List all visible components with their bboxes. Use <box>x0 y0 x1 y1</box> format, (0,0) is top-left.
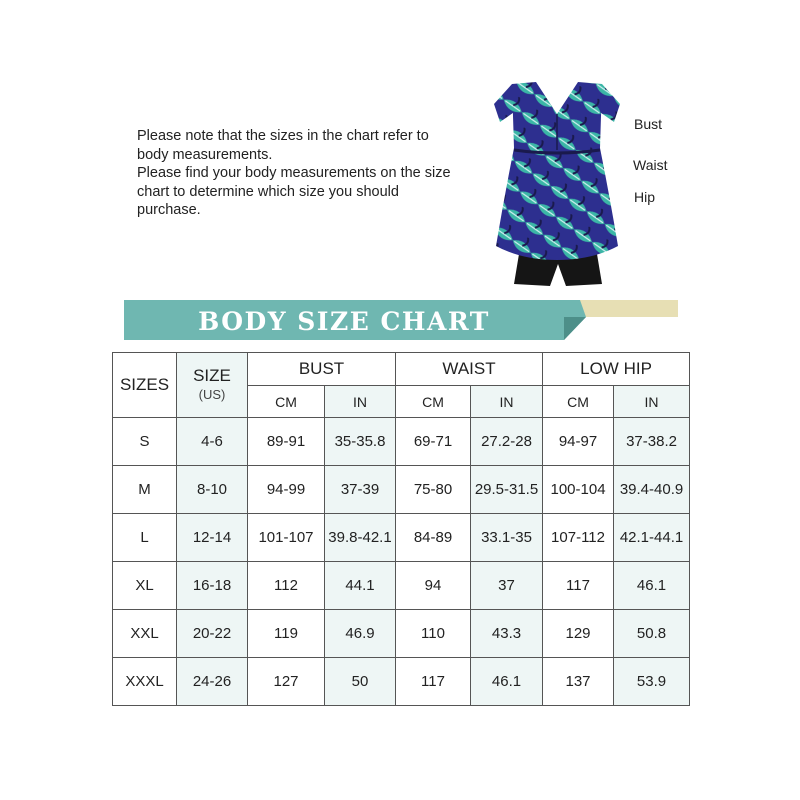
table-cell: 33.1-35 <box>471 514 543 562</box>
table-cell: 29.5-31.5 <box>471 466 543 514</box>
table-cell: 107-112 <box>543 514 614 562</box>
table-cell: 119 <box>248 610 325 658</box>
unit-header: CM <box>248 386 325 418</box>
table-cell: 46.9 <box>325 610 396 658</box>
table-row <box>113 418 690 466</box>
table-cell: 117 <box>543 562 614 610</box>
table-cell: 94-99 <box>248 466 325 514</box>
table-cell: 24-26 <box>177 658 248 706</box>
table-cell: 129 <box>543 610 614 658</box>
unit-header: IN <box>325 386 396 418</box>
size-chart-table <box>112 352 690 706</box>
table-cell: 117 <box>396 658 471 706</box>
size-label-cell: XXXL <box>113 658 177 706</box>
table-row <box>113 514 690 562</box>
table-cell: 16-18 <box>177 562 248 610</box>
table-cell: 12-14 <box>177 514 248 562</box>
table-cell: 27.2-28 <box>471 418 543 466</box>
table-cell: 46.1 <box>471 658 543 706</box>
header-bust: BUST <box>248 353 396 386</box>
note-line-1: Please note that the sizes in the chart refer to body measurements. <box>137 128 429 163</box>
table-cell: 94-97 <box>543 418 614 466</box>
table-row <box>113 562 690 610</box>
size-label-cell: XL <box>113 562 177 610</box>
header-sizes: SIZES <box>113 353 177 418</box>
table-row <box>113 658 690 706</box>
size-label-cell: L <box>113 514 177 562</box>
hip-callout: Hip <box>634 189 656 205</box>
table-cell: 89-91 <box>248 418 325 466</box>
bust-callout: Bust <box>634 116 663 132</box>
table-cell: 39.8-42.1 <box>325 514 396 562</box>
table-cell: 84-89 <box>396 514 471 562</box>
table-cell: 44.1 <box>325 562 396 610</box>
unit-header: CM <box>543 386 614 418</box>
table-cell: 39.4-40.9 <box>614 466 690 514</box>
size-label-cell: S <box>113 418 177 466</box>
table-cell: 94 <box>396 562 471 610</box>
table-cell: 100-104 <box>543 466 614 514</box>
table-cell: 42.1-44.1 <box>614 514 690 562</box>
header-low-hip: LOW HIP <box>543 353 690 386</box>
measurement-note <box>137 127 457 220</box>
table-row <box>113 466 690 514</box>
table-cell: 69-71 <box>396 418 471 466</box>
table-cell: 8-10 <box>177 466 248 514</box>
unit-header: IN <box>471 386 543 418</box>
header-size-us <box>177 353 248 418</box>
table-cell: 53.9 <box>614 658 690 706</box>
header-waist: WAIST <box>396 353 543 386</box>
table-cell: 43.3 <box>471 610 543 658</box>
table-cell: 101-107 <box>248 514 325 562</box>
table-cell: 20-22 <box>177 610 248 658</box>
table-cell: 37-39 <box>325 466 396 514</box>
table-cell: 112 <box>248 562 325 610</box>
header-size-label: SIZE <box>193 366 231 385</box>
unit-header: CM <box>396 386 471 418</box>
table-row <box>113 610 690 658</box>
swim-dress-icon <box>492 78 622 290</box>
table-cell: 4-6 <box>177 418 248 466</box>
table-cell: 50.8 <box>614 610 690 658</box>
header-size-sub: (US) <box>198 387 226 402</box>
chart-title: BODY SIZE CHART <box>198 306 490 336</box>
size-label-cell: XXL <box>113 610 177 658</box>
size-label-cell: M <box>113 466 177 514</box>
table-cell: 37-38.2 <box>614 418 690 466</box>
table-cell: 110 <box>396 610 471 658</box>
unit-header: IN <box>614 386 690 418</box>
table-cell: 35-35.8 <box>325 418 396 466</box>
note-line-2: Please find your body measurements on the size chart to determine which size you should purchase. <box>137 165 451 218</box>
table-cell: 50 <box>325 658 396 706</box>
table-cell: 37 <box>471 562 543 610</box>
table-cell: 46.1 <box>614 562 690 610</box>
table-cell: 127 <box>248 658 325 706</box>
waist-callout: Waist <box>633 157 668 173</box>
table-cell: 75-80 <box>396 466 471 514</box>
table-cell: 137 <box>543 658 614 706</box>
